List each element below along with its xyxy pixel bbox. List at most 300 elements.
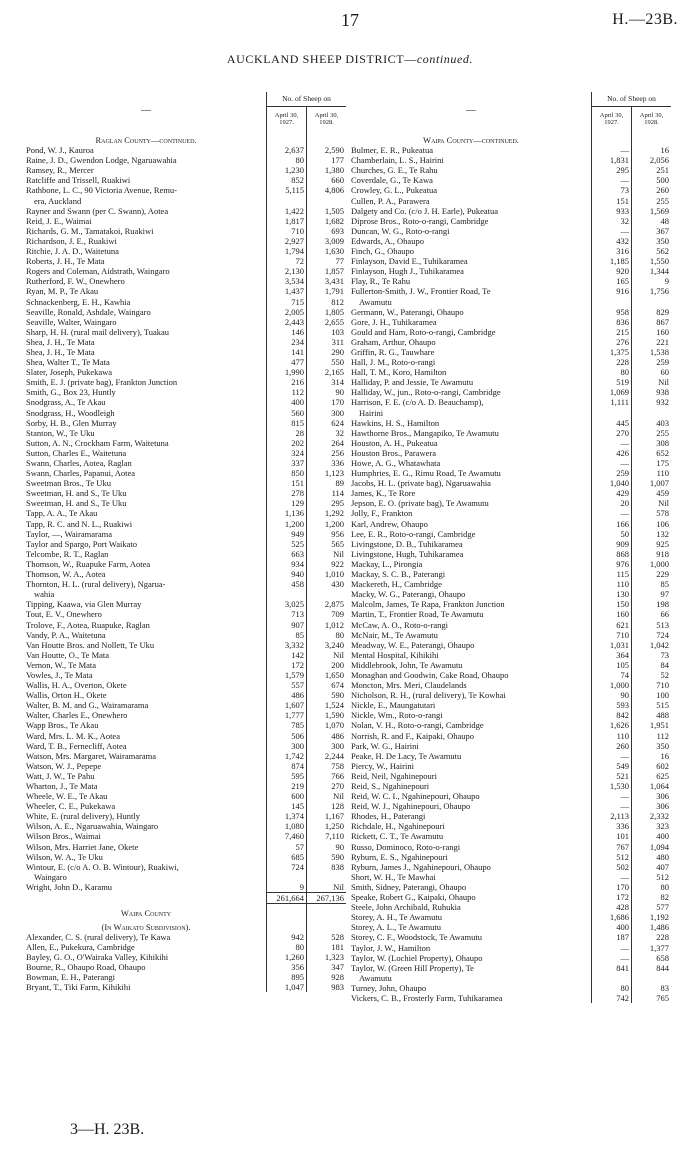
sheep-1927: 1,375 (592, 347, 632, 357)
sheep-1928: 602 (632, 761, 672, 771)
sheep-1927: 165 (592, 276, 632, 286)
owner-name: Wheele, W. E., Te Akau (26, 791, 108, 802)
table-row (351, 216, 671, 226)
owner-name: Hall, T. M., Koro, Hamilton (351, 367, 447, 378)
table-row (351, 206, 671, 216)
owner-name: Watson, W. J., Pepepe (26, 760, 102, 771)
table-row (351, 821, 671, 831)
sheep-1928: 812 (307, 297, 347, 307)
sheep-1928: 459 (632, 488, 672, 498)
table-row (351, 872, 671, 882)
sheep-1928: 3,431 (307, 276, 347, 286)
table-row (26, 246, 346, 256)
table-row (26, 539, 346, 549)
owner-name: Finlayson, Hugh J., Tuhikaramea (351, 266, 464, 277)
owner-name: Snodgrass, H., Woodleigh (26, 407, 115, 418)
table-row (351, 175, 671, 185)
sheep-1927: 432 (592, 236, 632, 246)
owner-name: Ryburn, E. S., Ngahinepouri (351, 851, 448, 862)
sheep-1927: 216 (267, 377, 307, 387)
sheep-1928: 674 (307, 680, 347, 690)
footer-reference: 3—H. 23B. (70, 1121, 145, 1138)
sheep-1927: 549 (592, 761, 632, 771)
owner-name: Crowley, G. L., Pukeatua (351, 185, 438, 196)
sheep-1928: 1,070 (307, 720, 347, 730)
owner-name: Rhodes, H., Paterangi (351, 811, 426, 822)
sheep-1928: 1,323 (307, 952, 347, 962)
owner-name: Van Houtte, O., Te Mata (26, 649, 110, 660)
owner-name: Wilson, W. A., Te Uku (26, 851, 103, 862)
sheep-1927: 2,005 (267, 307, 307, 317)
total-1928: 267,136 (307, 893, 347, 904)
table-row (26, 640, 346, 650)
table-row (26, 397, 346, 407)
sheep-1928: 256 (307, 448, 347, 458)
owner-name: Finlayson, David E., Tuhikaramea (351, 256, 468, 267)
table-row (351, 751, 671, 761)
owner-name: Smith, G., Box 23, Huntly (26, 387, 116, 398)
sheep-1928: 170 (307, 397, 347, 407)
sheep-1928 (307, 589, 347, 599)
owner-name: Gore, J. H., Tuhikaramea (351, 316, 437, 327)
sheep-1928: 1,791 (307, 286, 347, 296)
sheep-1928: 2,590 (307, 145, 347, 155)
table-row (351, 569, 671, 579)
table-row (351, 680, 671, 690)
sheep-1928: 590 (307, 690, 347, 700)
owner-name: Diprose Bros., Roto-o-rangi, Cambridge (351, 215, 489, 226)
table-row (351, 347, 671, 357)
table-row (26, 731, 346, 741)
sheep-1927: 1,422 (267, 206, 307, 216)
sheep-1927: 50 (592, 529, 632, 539)
sheep-1927: 151 (592, 196, 632, 206)
sheep-1927: 1,047 (267, 982, 307, 992)
sheep-1928: Nil (307, 791, 347, 801)
sheep-1927: 836 (592, 317, 632, 327)
head-dash: — (141, 105, 151, 117)
owner-name: Shea, Walter T., Te Mata (26, 357, 110, 368)
owner-name: McCaw, A. O., Roto-o-rangi (351, 619, 448, 630)
sheep-1927: 3,332 (267, 640, 307, 650)
sheep-1927: — (592, 791, 632, 801)
sheep-1927: 80 (267, 155, 307, 165)
table-row (351, 408, 671, 418)
table-row (26, 781, 346, 791)
sheep-1927: 3,534 (267, 276, 307, 286)
owner-name: Rathbone, L. C., 90 Victoria Avenue, Remu- (26, 185, 177, 196)
table-row (351, 226, 671, 236)
table-row (26, 498, 346, 508)
sheep-1928: 1,650 (307, 670, 347, 680)
sheep-1928: 300 (307, 408, 347, 418)
owner-name: Graham, Arthur, Ohaupo (351, 336, 436, 347)
table-row (351, 468, 671, 478)
owner-name: Karl, Andrew, Ohaupo (351, 518, 428, 529)
sheep-1928: 290 (307, 347, 347, 357)
sheep-1927: 32 (592, 216, 632, 226)
section-waipa (26, 904, 346, 918)
sheep-1927: — (592, 458, 632, 468)
owner-name: Waingaro (34, 871, 67, 882)
sheep-1927: 115 (592, 569, 632, 579)
sheep-1927: 1,136 (267, 508, 307, 518)
sheep-1928: 110 (632, 468, 672, 478)
table-row (26, 175, 346, 185)
owner-name: Wallis, H. A., Overton, Okete (26, 680, 127, 691)
sheep-1927 (592, 973, 632, 983)
owner-name: Ward, Mrs. L. M. K., Aotea (26, 730, 120, 741)
sheep-1928: 66 (632, 609, 672, 619)
sheep-1928: 84 (632, 660, 672, 670)
table-row (351, 155, 671, 165)
sheep-1927: 2,443 (267, 317, 307, 327)
table-row (351, 862, 671, 872)
table-row (351, 297, 671, 307)
table-row (351, 811, 671, 821)
sheep-1928 (307, 872, 347, 882)
owner-name: Steele, John Archibald, Ruhukia (351, 902, 461, 913)
sheep-1928: 766 (307, 771, 347, 781)
sheep-1928: 1,951 (632, 720, 672, 730)
sheep-1927: 916 (592, 286, 632, 296)
table-row (351, 670, 671, 680)
table-row (26, 216, 346, 226)
sheep-1927: 7,460 (267, 831, 307, 841)
table-row (351, 932, 671, 942)
sheep-1928: 1,524 (307, 700, 347, 710)
sheep-1928: 198 (632, 599, 672, 609)
owner-name: Wharton, J., Te Mata (26, 781, 98, 791)
spacer (267, 904, 307, 918)
sheep-1927: 710 (267, 226, 307, 236)
section-waipa-sub (26, 918, 346, 932)
sheep-1928: 403 (632, 418, 672, 428)
sheep-1927: 300 (267, 741, 307, 751)
owner-name: Edwards, A., Ohaupo (351, 235, 424, 246)
sheep-1927: — (592, 801, 632, 811)
table-row (351, 690, 671, 700)
table-row (26, 801, 346, 811)
table-row (351, 630, 671, 640)
owner-name: Meadway, W. E., Paterangi, Ohaupo (351, 639, 475, 650)
sheep-1928: 255 (632, 428, 672, 438)
owner-name: Rickett, C. T., Te Awamutu (351, 831, 444, 842)
sheep-1927: 976 (592, 559, 632, 569)
table-row (351, 731, 671, 741)
sheep-1927: 72 (267, 256, 307, 266)
sheep-1928: 430 (307, 579, 347, 589)
owner-name: Swann, Charles, Aotea, Raglan (26, 458, 132, 468)
sheep-1927: 356 (267, 962, 307, 972)
owner-name: Bowman, E. H., Paterangi (26, 972, 115, 983)
sheep-1927: 2,927 (267, 236, 307, 246)
sheep-1928: 480 (632, 852, 672, 862)
sheep-1928: 85 (632, 579, 672, 589)
table-row (26, 842, 346, 852)
sheep-1928: 308 (632, 438, 672, 448)
sheep-1927: 874 (267, 761, 307, 771)
owner-name: Piercy, W., Hairini (351, 760, 414, 771)
owner-name: McNair, M., Te Awamutu (351, 629, 438, 640)
owner-name: Peake, H. De Lacy, Te Awamutu (351, 750, 462, 761)
owner-name: Wintour, E. (c/o A. O. B. Wintour), Ruakiwi, (26, 861, 179, 872)
sheep-1927: 1,080 (267, 821, 307, 831)
table-row (351, 286, 671, 296)
sheep-1928: 625 (632, 771, 672, 781)
owner-name: Hawthorne Bros., Mangapiko, Te Awamutu (351, 427, 499, 438)
sheep-1927: 1,185 (592, 256, 632, 266)
owner-name: Allen, E., Pukekura, Cambridge (26, 941, 135, 952)
spacer (307, 904, 347, 918)
table-row (351, 478, 671, 488)
sheep-1927: 724 (267, 862, 307, 872)
owner-name: Park, W. G., Hairini (351, 740, 419, 751)
owner-name: Wallis, Orton H., Okete (26, 690, 107, 701)
sheep-1928: 528 (307, 932, 347, 942)
table-row (26, 852, 346, 862)
owner-name: Rutherford, F. W., Onewhero (26, 276, 125, 287)
sheep-1928: 1,123 (307, 468, 347, 478)
sheep-1927: 85 (267, 630, 307, 640)
left-table-body (26, 131, 346, 992)
table-row (351, 337, 671, 347)
sheep-1928: 1,569 (632, 206, 672, 216)
table-row (26, 569, 346, 579)
sheep-1928: 77 (307, 256, 347, 266)
owner-name: Taylor and Spargo, Port Waikato (26, 538, 138, 549)
sheep-1928: 32 (307, 428, 347, 438)
sheep-1928: 270 (307, 781, 347, 791)
table-row (351, 953, 671, 963)
owner-name: Churches, G. E., Te Rahu (351, 165, 438, 176)
table-row (351, 640, 671, 650)
sheep-1927: 1,200 (267, 519, 307, 529)
sheep-1928: 867 (632, 317, 672, 327)
sheep-1928: 1,380 (307, 165, 347, 175)
sheep-1928 (632, 408, 672, 418)
table-row (351, 559, 671, 569)
table-row (351, 185, 671, 195)
sheep-1927: 1,031 (592, 640, 632, 650)
sheep-1927: — (592, 175, 632, 185)
sheep-1927: 3,025 (267, 599, 307, 609)
sheep-1928: 1,064 (632, 781, 672, 791)
table-row (351, 387, 671, 397)
table-row (351, 579, 671, 589)
owner-name: Taylor, J. W., Hamilton (351, 942, 431, 953)
table-row (26, 185, 346, 195)
table-row (26, 327, 346, 337)
sheep-1927: 429 (592, 488, 632, 498)
owner-name: Mackay, L., Pirongia (351, 558, 423, 569)
total-label (26, 893, 267, 904)
table-row (26, 761, 346, 771)
table-row (26, 337, 346, 347)
sheep-1928: 1,292 (307, 508, 347, 518)
sheep-1928: 106 (632, 519, 672, 529)
table-row (351, 781, 671, 791)
sheep-1927: 234 (267, 337, 307, 347)
spacer (267, 918, 307, 932)
owner-name: Richards, G. M., Tamatakoi, Ruakiwi (26, 225, 154, 236)
sheep-1928: 1,167 (307, 811, 347, 821)
table-row (26, 307, 346, 317)
table-row (26, 720, 346, 730)
sheep-1927: 600 (267, 791, 307, 801)
sheep-1927: 895 (267, 972, 307, 982)
sheep-1927: 145 (267, 801, 307, 811)
owner-name: Reid, S., Ngahinepouri (351, 781, 430, 791)
table-row (26, 690, 346, 700)
table-row (351, 145, 671, 155)
sheep-1927: 868 (592, 549, 632, 559)
table-row (26, 448, 346, 458)
sheep-1927: 172 (592, 892, 632, 902)
owner-name: Reid, Neil, Ngahinepouri (351, 770, 437, 781)
owner-name: Nickle, E., Maungatutari (351, 700, 436, 711)
page-title (0, 52, 700, 67)
owner-name: Tapp, A. A., Te Akau (26, 508, 98, 519)
sheep-1928: 229 (632, 569, 672, 579)
sheep-1927: 170 (592, 882, 632, 892)
sheep-1928: 922 (307, 559, 347, 569)
sheep-1928: 83 (632, 983, 672, 993)
owner-name: Bayley, G. O., O'Wairaka Valley, Kihikihi (26, 952, 169, 962)
sheep-1928: 590 (307, 852, 347, 862)
head-col-1928: April 30, 1928. (307, 107, 347, 132)
sheep-1927: 557 (267, 680, 307, 690)
sheep-1927: 933 (592, 206, 632, 216)
right-table (351, 92, 671, 1003)
sheep-1927: 364 (592, 650, 632, 660)
sheep-1928: 1,550 (632, 256, 672, 266)
sheep-1928: 488 (632, 710, 672, 720)
sheep-1928: 709 (307, 609, 347, 619)
sheep-1927: 228 (592, 357, 632, 367)
spacer (267, 131, 307, 145)
table-row (351, 791, 671, 801)
owner-name: Telcombe, R. T., Raglan (26, 548, 109, 559)
table-row (26, 741, 346, 751)
owner-name: Roberts, J. H., Te Mata (26, 256, 105, 267)
owner-name: Tapp, R. C. and N. L., Ruakiwi (26, 518, 133, 529)
table-row (26, 418, 346, 428)
table-row (26, 831, 346, 841)
sheep-1927: 715 (267, 297, 307, 307)
table-row (351, 327, 671, 337)
sheep-1928: 1,630 (307, 246, 347, 256)
table-row (351, 266, 671, 276)
table-row (26, 438, 346, 448)
sheep-1928: 4,806 (307, 185, 347, 195)
owner-name: Ryburn, James J., Ngahinepouri, Ohaupo (351, 861, 491, 872)
sheep-1927: 80 (592, 367, 632, 377)
spacer (592, 131, 632, 145)
sheep-1927 (592, 408, 632, 418)
table-row (26, 932, 346, 942)
table-row (26, 660, 346, 670)
owner-name: Turney, John, Ohaupo (351, 982, 427, 993)
sheep-1927 (267, 589, 307, 599)
sheep-1928: 844 (632, 963, 672, 973)
sheep-1927: 259 (592, 468, 632, 478)
owner-name: Watson, Mrs. Margaret, Wairamarama (26, 750, 157, 761)
sheep-1927: 560 (267, 408, 307, 418)
sheep-1928: 16 (632, 145, 672, 155)
sheep-1927: 934 (267, 559, 307, 569)
sheep-1927: 949 (267, 529, 307, 539)
table-row (26, 468, 346, 478)
owner-name: Sutton, Charles E., Waitetuna (26, 447, 127, 458)
table-row (351, 448, 671, 458)
owner-name: Nicholson, R. H., (rural delivery), Te Kowhai (351, 690, 506, 701)
sheep-1927: 337 (267, 458, 307, 468)
owner-name: Taylor, W. (Lochiel Property), Ohaupo (351, 952, 483, 963)
table-row (351, 973, 671, 983)
table-row (26, 630, 346, 640)
sheep-1928: 1,756 (632, 286, 672, 296)
sheep-1928 (632, 297, 672, 307)
document-reference: H.—23B. (612, 11, 678, 28)
sheep-1928: 200 (307, 660, 347, 670)
sheep-1927: 172 (267, 660, 307, 670)
table-row (351, 367, 671, 377)
sheep-1927: 710 (592, 630, 632, 640)
owner-name: Awamutu (359, 972, 392, 983)
sheep-1928: 724 (632, 630, 672, 640)
sheep-1927: 907 (267, 620, 307, 630)
right-table-body (351, 131, 671, 1003)
sheep-1927: 519 (592, 377, 632, 387)
sheep-1927: 9 (267, 882, 307, 893)
owner-name: Mackay, S. C. B., Paterangi (351, 569, 446, 580)
sheep-1928: 9 (632, 276, 672, 286)
sheep-1928: 938 (632, 387, 672, 397)
table-row (26, 549, 346, 559)
spacer (307, 131, 347, 145)
table-row (26, 872, 346, 882)
sheep-1928: 838 (307, 862, 347, 872)
table-row (351, 922, 671, 932)
owner-name: Hawkins, H. S., Hamilton (351, 417, 440, 428)
table-row (26, 357, 346, 367)
sheep-1927: 1,831 (592, 155, 632, 165)
table-row (26, 256, 346, 266)
owner-name: Speake, Robert G., Kaipaki, Ohaupo (351, 892, 476, 903)
sheep-1927: 785 (267, 720, 307, 730)
sheep-1927: 1,742 (267, 751, 307, 761)
table-row (351, 498, 671, 508)
sheep-1928: 515 (632, 700, 672, 710)
section-waipa-sub-title: (In Waikato Subdivision). (101, 921, 191, 932)
section-waipa-title: Waipa County (120, 907, 172, 918)
sheep-1928: 1,200 (307, 519, 347, 529)
owner-name: Dalgety and Co. (c/o J. H. Earle), Pukeatua (351, 205, 499, 216)
sheep-1928: 323 (632, 821, 672, 831)
owner-name: Reid, W. J., Ngahinepouri, Ohaupo (351, 801, 471, 812)
head-group: No. of Sheep on (592, 92, 672, 107)
sheep-1927: 842 (592, 710, 632, 720)
sheep-1927: 336 (592, 821, 632, 831)
sheep-1928: 1,590 (307, 710, 347, 720)
sheep-1927: 151 (267, 478, 307, 488)
owner-name: Sorby, H. B., Glen Murray (26, 417, 117, 428)
owner-name: James, K., Te Rore (351, 488, 416, 499)
owner-name: Wapp Bros., Te Akau (26, 720, 99, 731)
sheep-1927: 663 (267, 549, 307, 559)
sheep-1928: 2,655 (307, 317, 347, 327)
